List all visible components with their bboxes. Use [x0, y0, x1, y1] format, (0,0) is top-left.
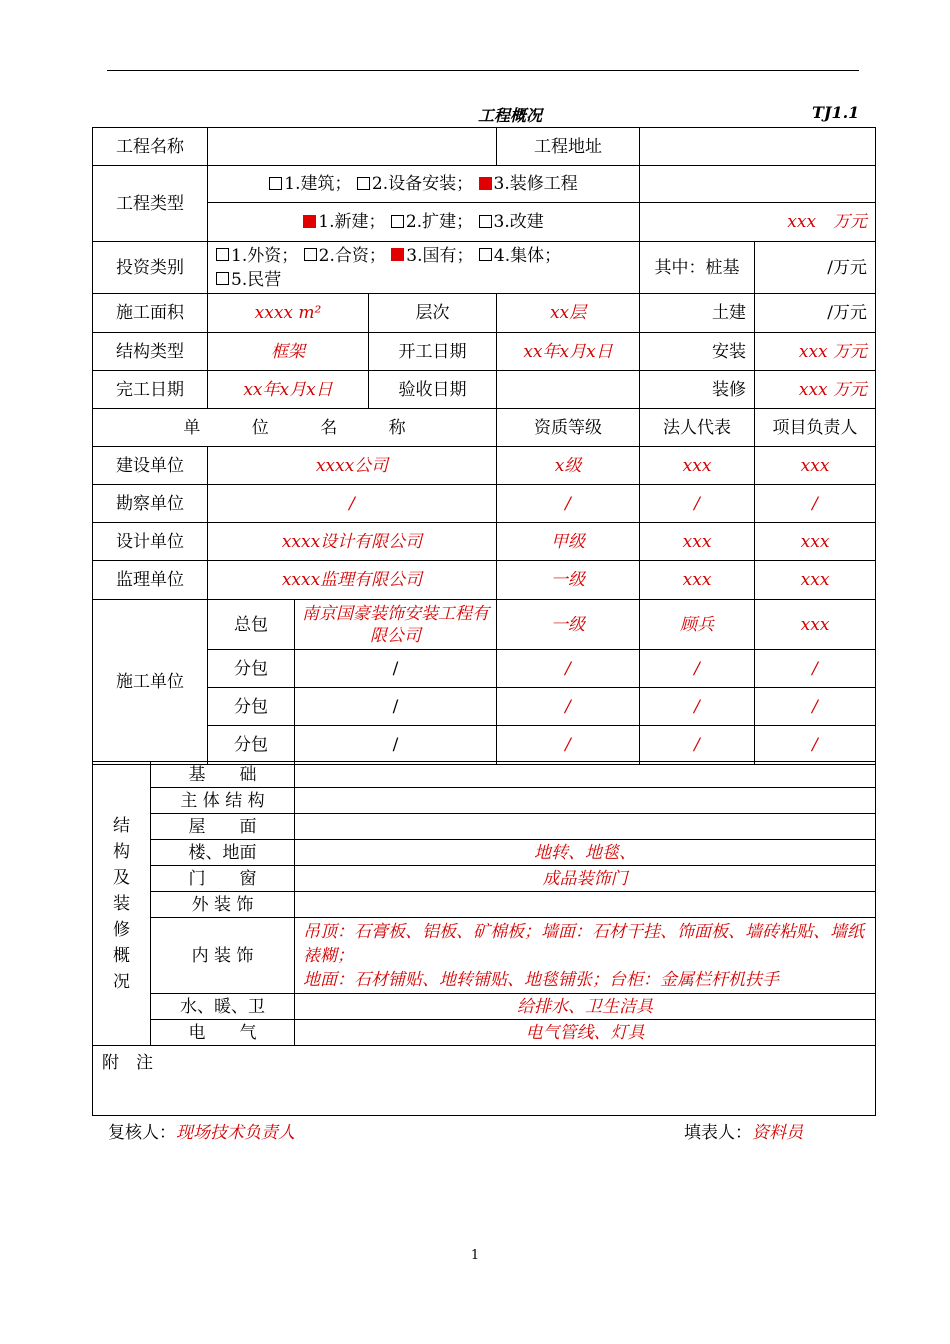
construction-legal-rep: / — [640, 688, 755, 726]
overview-item-label: 楼、地面 — [151, 840, 295, 866]
unit-name: xxxx公司 — [208, 447, 497, 485]
project-name-label: 工程名称 — [93, 128, 208, 166]
project-info-table — [92, 127, 876, 765]
unit-manager: / — [755, 485, 876, 523]
option-building[interactable]: 1.建筑； — [269, 174, 351, 194]
construction-manager: / — [755, 688, 876, 726]
install-value: xxx 万元 — [755, 333, 876, 371]
acceptance-label: 验收日期 — [369, 371, 497, 409]
construction-unit-label: 施工单位 — [93, 600, 208, 765]
construction-sub-label: 分包 — [208, 688, 295, 726]
overview-label: 结构及装修概况 — [93, 762, 151, 1046]
unit-name: xxxx设计有限公司 — [208, 523, 497, 561]
option-state[interactable]: 3.国有； — [391, 246, 473, 266]
construction-qualification: 一级 — [497, 600, 640, 650]
document-title: 工程概况 — [478, 106, 543, 125]
overview-item-label: 水、暖、卫 — [151, 994, 295, 1020]
construction-qualification: / — [497, 688, 640, 726]
qualification-header: 资质等级 — [497, 409, 640, 447]
reviewer-label: 复核人： — [108, 1123, 176, 1143]
unit-qualification: 一级 — [497, 561, 640, 600]
option-private[interactable]: 5.民营 — [216, 270, 281, 290]
unit-legal-rep: xxx — [640, 447, 755, 485]
unit-name-header: 单 位 名 称 — [93, 409, 497, 447]
checkbox-foreign[interactable] — [216, 248, 229, 261]
checkbox-equipment[interactable] — [357, 177, 370, 190]
overview-item-label: 外 装 饰 — [151, 892, 295, 918]
unit-legal-rep: xxx — [640, 561, 755, 600]
option-rebuild[interactable]: 3.改建 — [479, 212, 544, 232]
header-rule — [107, 70, 859, 71]
construction-legal-rep: / — [640, 726, 755, 765]
construction-unit-name: / — [295, 650, 497, 688]
document-code: TJ1.1 — [812, 103, 860, 122]
area-value: xxxx m² — [208, 294, 369, 333]
project-address-value — [640, 128, 876, 166]
pile-value: /万元 — [755, 242, 876, 294]
construction-sub-label: 分包 — [208, 650, 295, 688]
checkbox-collective[interactable] — [479, 248, 492, 261]
unit-label: 勘察单位 — [93, 485, 208, 523]
construction-sub-label: 分包 — [208, 726, 295, 765]
construction-unit-name: 南京国豪装饰安装工程有限公司 — [295, 600, 497, 650]
construction-manager: / — [755, 650, 876, 688]
checkbox-private[interactable] — [216, 272, 229, 285]
overview-item-value — [295, 814, 876, 840]
interior-decoration-value — [295, 918, 876, 994]
unit-qualification: / — [497, 485, 640, 523]
unit-label: 设计单位 — [93, 523, 208, 561]
filler-label: 填表人： — [684, 1123, 752, 1143]
area-label: 施工面积 — [93, 294, 208, 333]
floors-label: 层次 — [369, 294, 497, 333]
floors-value: xx层 — [497, 294, 640, 333]
construction-legal-rep: / — [640, 650, 755, 688]
start-date-value: xx年x月x日 — [497, 333, 640, 371]
overview-table — [92, 761, 876, 1116]
investment-options — [208, 242, 640, 294]
overview-item-value — [295, 892, 876, 918]
notes-label: 附 注 — [102, 1053, 153, 1073]
reviewer-line — [108, 1118, 295, 1143]
overview-item-value: 给排水、卫生洁具 — [295, 994, 876, 1020]
filler-name: 资料员 — [752, 1123, 803, 1143]
civil-value: /万元 — [755, 294, 876, 333]
construction-unit-name: / — [295, 688, 497, 726]
page-number: 1 — [470, 1248, 480, 1263]
notes-cell — [93, 1046, 876, 1116]
investment-label: 投资类别 — [93, 242, 208, 294]
overview-item-value: 地转、地毯、 — [295, 840, 876, 866]
reviewer-name: 现场技术负责人 — [176, 1123, 295, 1143]
checkbox-decoration[interactable] — [479, 177, 492, 190]
construction-manager: / — [755, 726, 876, 765]
unit-legal-rep: / — [640, 485, 755, 523]
overview-item-value — [295, 762, 876, 788]
unit-qualification: x级 — [497, 447, 640, 485]
unit-manager: xxx — [755, 561, 876, 600]
overview-item-value: 成品装饰门 — [295, 866, 876, 892]
filler-line — [684, 1118, 803, 1143]
unit-manager: xxx — [755, 447, 876, 485]
checkbox-state[interactable] — [391, 248, 404, 261]
manager-header: 项目负责人 — [755, 409, 876, 447]
project-name-value — [208, 128, 497, 166]
project-type-line2 — [208, 203, 640, 242]
completion-value: xx年x月x日 — [208, 371, 369, 409]
unit-manager: xxx — [755, 523, 876, 561]
overview-item-label: 电 气 — [151, 1020, 295, 1046]
overview-item-label: 屋 面 — [151, 814, 295, 840]
decoration-cost-value: xxx 万元 — [755, 371, 876, 409]
decoration-cost-label: 装修 — [640, 371, 755, 409]
option-collective[interactable]: 4.集体； — [479, 246, 561, 266]
overview-item-value — [295, 788, 876, 814]
overview-item-value: 电气管线、灯具 — [295, 1020, 876, 1046]
structure-value: 框架 — [208, 333, 369, 371]
project-type-blank — [640, 166, 876, 203]
interior-ceiling-wall: 吊顶：石膏板、铝板、矿棉板；墙面：石材干挂、饰面板、墙砖粘贴、墙纸裱糊； — [303, 921, 864, 966]
unit-label: 建设单位 — [93, 447, 208, 485]
checkbox-new[interactable] — [303, 215, 316, 228]
pile-label: 其中：桩基 — [640, 242, 755, 294]
checkbox-joint[interactable] — [304, 248, 317, 261]
legal-rep-header: 法人代表 — [640, 409, 755, 447]
construction-qualification: / — [497, 650, 640, 688]
option-equipment[interactable]: 2.设备安装； — [357, 174, 473, 194]
unit-name: xxxx监理有限公司 — [208, 561, 497, 600]
project-type-line1 — [208, 166, 640, 203]
construction-unit-name: / — [295, 726, 497, 765]
interior-floor-counter: 地面：石材铺贴、地转铺贴、地毯铺张；台柜：金属栏杆机扶手 — [303, 969, 779, 990]
option-new[interactable]: 1.新建； — [303, 212, 385, 232]
project-address-label: 工程地址 — [497, 128, 640, 166]
acceptance-value — [497, 371, 640, 409]
checkbox-rebuild[interactable] — [479, 215, 492, 228]
overview-item-label: 内 装 饰 — [151, 918, 295, 994]
checkbox-expand[interactable] — [391, 215, 404, 228]
structure-label: 结构类型 — [93, 333, 208, 371]
overview-item-label: 主 体 结 构 — [151, 788, 295, 814]
checkbox-building[interactable] — [269, 177, 282, 190]
unit-name: / — [208, 485, 497, 523]
option-decoration[interactable]: 3.装修工程 — [479, 174, 578, 194]
project-type-label: 工程类型 — [93, 166, 208, 242]
option-expand[interactable]: 2.扩建； — [391, 212, 473, 232]
overview-item-label: 门 窗 — [151, 866, 295, 892]
construction-manager: xxx — [755, 600, 876, 650]
option-joint[interactable]: 2.合资； — [304, 246, 386, 266]
construction-sub-label: 总包 — [208, 600, 295, 650]
unit-label: 监理单位 — [93, 561, 208, 600]
start-date-label: 开工日期 — [369, 333, 497, 371]
construction-legal-rep: 顾兵 — [640, 600, 755, 650]
unit-legal-rep: xxx — [640, 523, 755, 561]
install-label: 安装 — [640, 333, 755, 371]
project-cost: xxx 万元 — [640, 203, 876, 242]
unit-qualification: 甲级 — [497, 523, 640, 561]
overview-item-label: 基 础 — [151, 762, 295, 788]
completion-label: 完工日期 — [93, 371, 208, 409]
civil-label: 土建 — [640, 294, 755, 333]
construction-qualification: / — [497, 726, 640, 765]
option-foreign[interactable]: 1.外资； — [216, 246, 298, 266]
